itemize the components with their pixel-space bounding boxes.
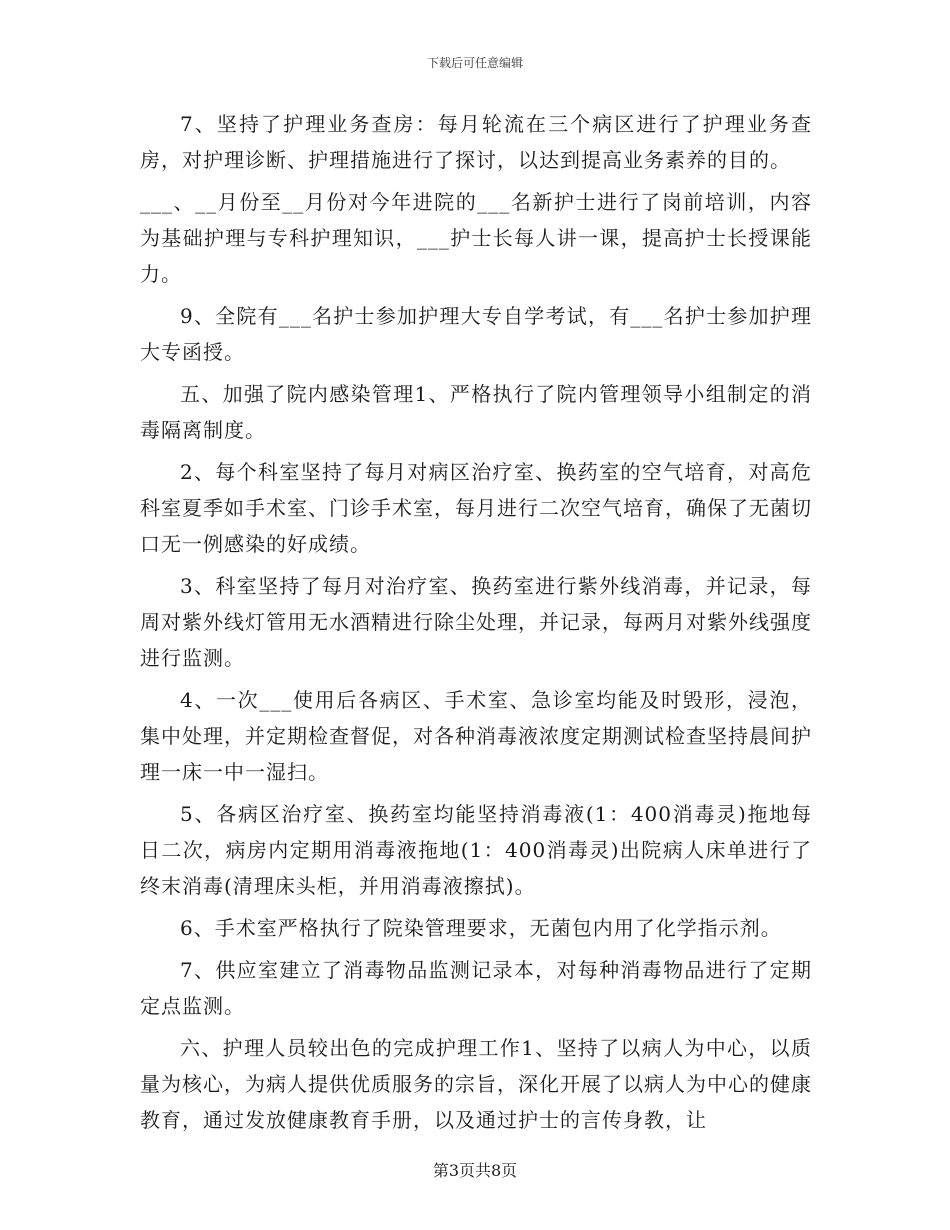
paragraph-item-7-ward-rounds: 7、坚持了护理业务查房：每月轮流在三个病区进行了护理业务查房，对护理诊断、护理措施进行了探讨，以达到提高业务素养的目的。: [140, 112, 812, 172]
paragraph-item-6-operating-room: 6、手术室严格执行了院染管理要求，无菌包内用了化学指示剂。: [180, 916, 782, 940]
page-header-note: 下载后可任意编辑: [426, 56, 523, 70]
paragraph-item-4-disposal: 4、一次___使用后各病区、手术室、急诊室均能及时毁形，浸泡，集中处理，并定期检查督促，对各种消毒液浓度定期测试检查坚持晨间护理一床一中一湿扫。: [140, 688, 812, 784]
document-body: [140, 106, 812, 1144]
paragraph-section-6-nursing-work: 六、护理人员较出色的完成护理工作1、坚持了以病人为中心，以质量为核心，为病人提供优质服务的宗旨，深化开展了以病人为中心的健康教育，通过发放健康教育手册，以及通过护士的言传身教，让: [140, 1036, 812, 1132]
paragraph-item-7-supply-room: 7、供应室建立了消毒物品监测记录本，对每种消毒物品进行了定期定点监测。: [140, 958, 812, 1018]
paragraph-item-5-floor-disinfection: 5、各病区治疗室、换药室均能坚持消毒液(1：400消毒灵)拖地每日二次，病房内定期用消毒液拖地(1：400消毒灵)出院病人床单进行了终末消毒(清理床头柜，并用消毒液擦拭)。: [140, 802, 812, 898]
paragraph-new-nurse-training: ___、__月份至__月份对今年进院的___名新护士进行了岗前培训，内容为基础护理与专科护理知识，___护士长每人讲一课，提高护士长授课能力。: [140, 190, 812, 286]
paragraph-item-9-education: 9、全院有___名护士参加护理大专自学考试，有___名护士参加护理大专函授。: [140, 304, 812, 364]
paragraph-item-3-uv-disinfection: 3、科室坚持了每月对治疗室、换药室进行紫外线消毒，并记录，每周对紫外线灯管用无水酒精进行除尘处理，并记录，每两月对紫外线强度进行监测。: [140, 574, 812, 670]
page-number-footer: 第3页共8页: [432, 1161, 518, 1180]
paragraph-item-2-air-culture: 2、每个科室坚持了每月对病区治疗室、换药室的空气培育，对高危科室夏季如手术室、门诊手术室，每月进行二次空气培育，确保了无菌切口无一例感染的好成绩。: [140, 460, 812, 556]
paragraph-section-5-infection-control: 五、加强了院内感染管理1、严格执行了院内管理领导小组制定的消毒隔离制度。: [140, 382, 812, 442]
